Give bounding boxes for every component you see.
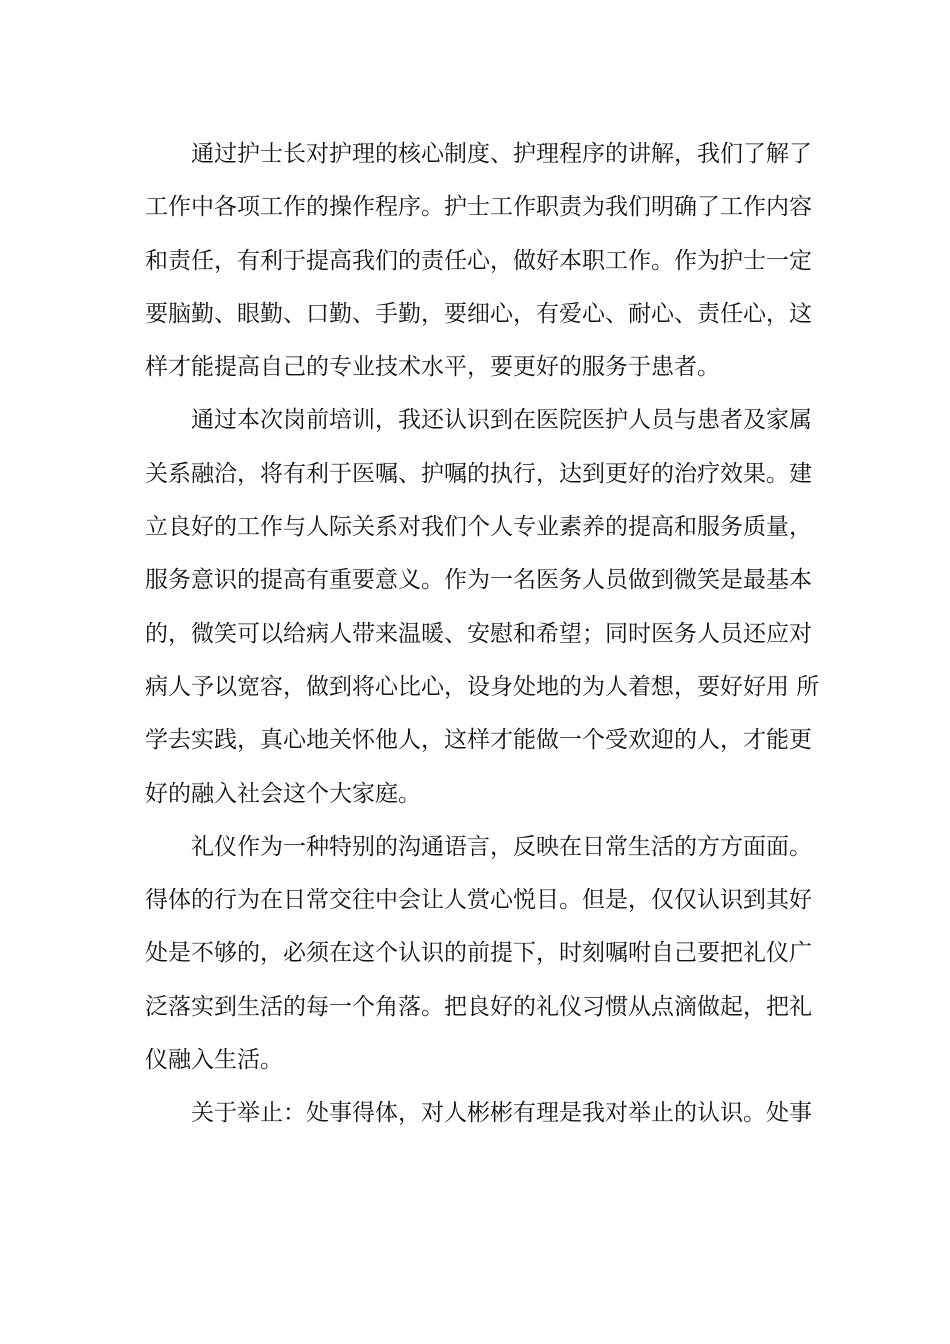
- paragraph-1-line-3: 和责任，有利于提高我们的责任心，做好本职工作。作为护士一定: [145, 247, 812, 274]
- paragraph-4-line-1: 关于举止：处事得体，对人彬彬有理是我对举止的认识。处事: [191, 1100, 812, 1127]
- paragraph-2-line-5: 的，微笑可以给病人带来温暖、安慰和希望；同时医务人员还应对: [145, 620, 812, 647]
- paragraph-2-line-3: 立良好的工作与人际关系对我们个人专业素养的提高和服务质量，: [145, 514, 812, 541]
- paragraph-3-line-4: 泛落实到生活的每一个角落。把良好的礼仪习惯从点滴做起，把礼: [145, 993, 812, 1020]
- paragraph-1-line-5: 样才能提高自己的专业技术水平，要更好的服务于患者。: [145, 354, 720, 381]
- paragraph-2-line-1: 通过本次岗前培训，我还认识到在医院医护人员与患者及家属: [191, 407, 812, 434]
- paragraph-3-line-3: 处是不够的，必须在这个认识的前提下，时刻嘱咐自己要把礼仪广: [145, 940, 812, 967]
- paragraph-2-line-6: 病人予以宽容，做到将心比心，设身处地的为人着想，要好好用 所: [145, 673, 820, 700]
- paragraph-2-line-2: 关系融洽，将有利于医嘱、护嘱的执行，达到更好的治疗效果。建: [145, 460, 812, 487]
- paragraph-1-line-4: 要脑勤、眼勤、口勤、手勤，要细心，有爱心、耐心、责任心，这: [145, 300, 812, 327]
- paragraph-1-line-1: 通过护士长对护理的核心制度、护理程序的讲解，我们了解了: [191, 141, 812, 167]
- paragraph-3-line-5: 仪融入生活。: [145, 1047, 283, 1074]
- paragraph-2-line-7: 学去实践，真心地关怀他人，这样才能做一个受欢迎的人，才能更: [145, 727, 812, 754]
- paragraph-3-line-2: 得体的行为在日常交往中会让人赏心悦目。但是，仅仅认识到其好: [145, 887, 812, 914]
- paragraph-2-line-4: 服务意识的提高有重要意义。作为一名医务人员做到微笑是最基本: [145, 567, 812, 594]
- document-body: [145, 128, 820, 1141]
- paragraph-1-line-2: 工作中各项工作的操作程序。护士工作职责为我们明确了工作内容: [145, 194, 812, 221]
- paragraph-2-line-8: 好的融入社会这个大家庭。: [145, 780, 421, 807]
- paragraph-3-line-1: 礼仪作为一种特别的沟通语言，反映在日常生活的方方面面。: [191, 833, 812, 860]
